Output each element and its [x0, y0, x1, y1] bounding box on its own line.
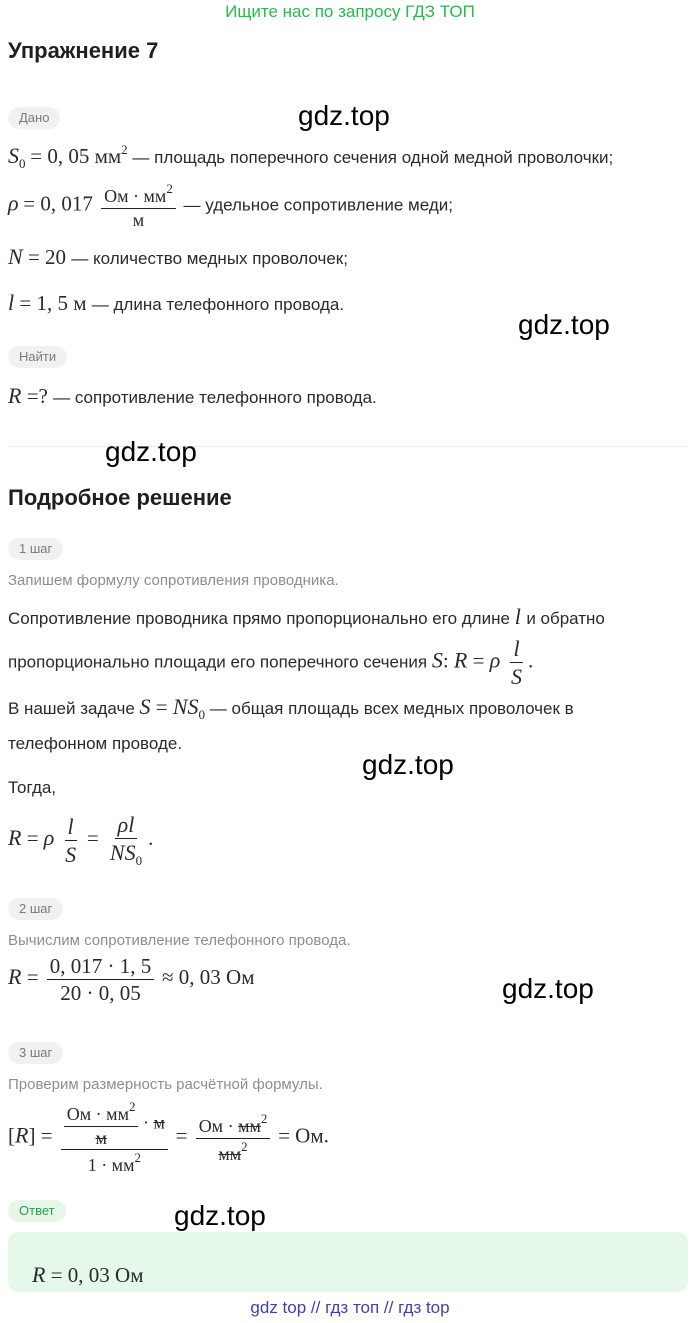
n-description: — количество медных проволочек;: [71, 249, 348, 268]
r-description: — сопротивление телефонного провода.: [53, 388, 377, 407]
answer-formula: R = 0, 03 Ом: [32, 1262, 144, 1287]
search-banner: Ищите нас по запросу ГДЗ ТОП: [225, 2, 475, 21]
formula-s0: $S_0$: [8, 143, 26, 171]
step1-line5: Тогда,: [8, 778, 57, 797]
step2-tag: 2 шаг: [8, 898, 63, 920]
given-rho: ρ = 0, 017 $\frac{Ом \cdot мм^2}{м}$ — удельное сопротивление меди;: [8, 181, 453, 230]
watermark: gdz.top: [105, 436, 197, 467]
step1-line3: В нашей задаче $S = NS_0$ — общая площадь всех медных проволочек в: [8, 694, 574, 722]
step1-formula: R = ρ $\frac{l}{S}$ = $\frac{\rho l}{NS_0}$ .: [8, 812, 154, 869]
watermark: gdz.top: [502, 973, 594, 1004]
step3-tag: 3 шаг: [8, 1042, 63, 1064]
given-l: l = 1, 5 м — длина телефонного провода.: [8, 290, 345, 315]
step2-formula: R = $\frac{0, 017 \cdot 1, 5}{20 \cdot 0, 05}$ ≈ 0, 03 Ом: [8, 954, 255, 1006]
rho-units-fraction: $\frac{Ом \cdot мм^2}{м}$: [101, 182, 176, 230]
step3-hint: Проверим размерность расчётной формулы.: [8, 1076, 323, 1093]
watermark: gdz.top: [518, 309, 610, 340]
l-description: — длина телефонного провода.: [91, 295, 345, 314]
s0-description: — площадь поперечного сечения одной медной проволочки;: [132, 148, 614, 167]
find-r: R =? — сопротивление телефонного провода.: [8, 383, 377, 408]
find-tag: Найти: [8, 346, 67, 368]
given-s0: $S_0 = 0$, 05 $мм^2$ — площадь поперечного сечения одной медной проволочки;: [8, 142, 614, 171]
footer-links[interactable]: gdz top // гдз топ // гдз top: [250, 1298, 450, 1317]
exercise-title: Упражнение 7: [8, 38, 159, 63]
rho-description: — удельное сопротивление меди;: [183, 195, 453, 215]
step1-line1: Сопротивление проводника прямо пропорционально его длине l и обратно: [8, 604, 605, 629]
step1-hint: Запишем формулу сопротивления проводника.: [8, 572, 339, 589]
watermark: gdz.top: [362, 749, 454, 780]
given-n: N = 20 — количество медных проволочек;: [8, 244, 348, 269]
formula-rho: ρ: [8, 190, 19, 216]
given-tag: Дано: [8, 107, 60, 129]
step1-line2: пропорционально площади его поперечного сечения S: R = ρ $\frac{l}{S}$ .: [8, 636, 534, 690]
step3-formula: [R] = $\frac{Ом \cdot мм^2}{м}$ · м $1 \cdot мм^2$ = $\frac{Ом \cdot мм^2}{мм^2}$ = Ом.: [8, 1099, 329, 1176]
solution-title: Подробное решение: [8, 485, 232, 510]
step2-hint: Вычислим сопротивление телефонного провода.: [8, 932, 351, 949]
answer-tag: Ответ: [8, 1200, 66, 1222]
watermark: gdz.top: [174, 1200, 266, 1231]
step1-tag: 1 шаг: [8, 538, 63, 560]
watermark: gdz.top: [298, 100, 390, 131]
step1-line4: телефонном проводе.: [8, 734, 183, 753]
l-over-s-fraction: $\frac{l}{S}$: [511, 636, 522, 690]
